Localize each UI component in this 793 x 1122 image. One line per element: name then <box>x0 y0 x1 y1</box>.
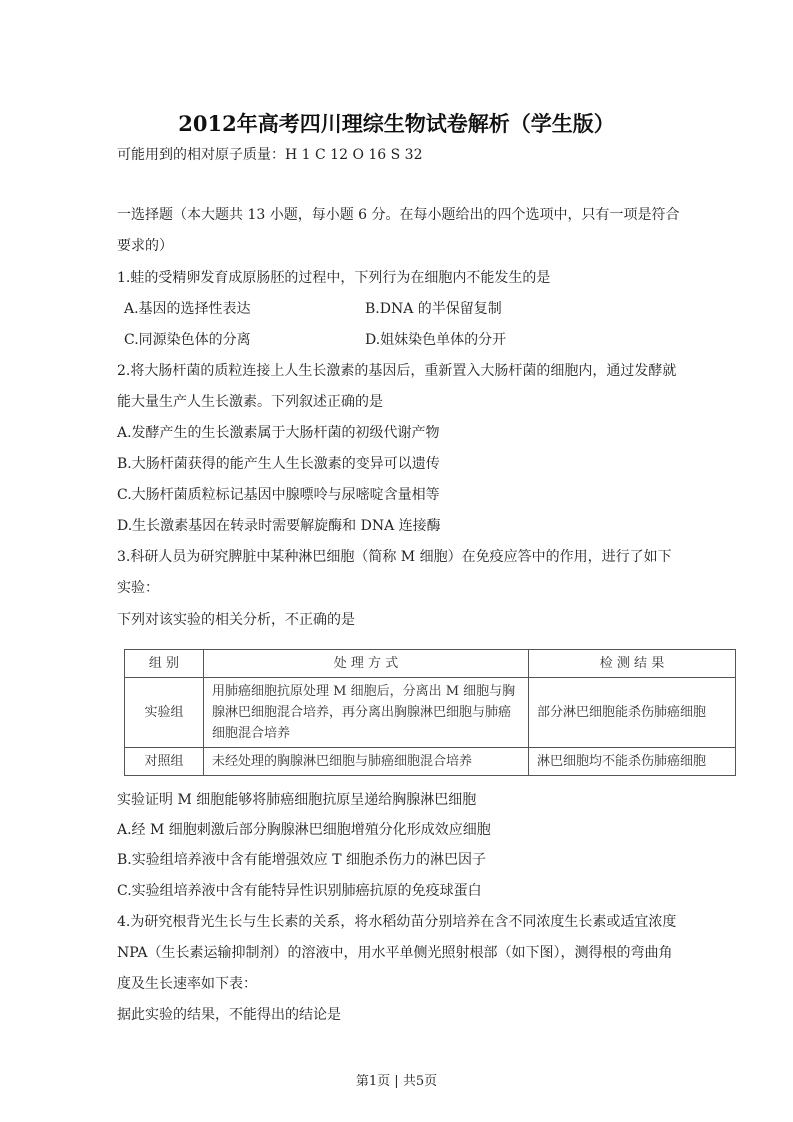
section-heading-cont: 要求的） <box>117 238 173 254</box>
q3-option-c: C.实验组培养液中含有能特异性识别肺癌抗原的免疫球蛋白 <box>117 883 482 899</box>
q2-option-c: C.大肠杆菌质粒标记基因中腺嘌呤与尿嘧啶含量相等 <box>117 487 440 503</box>
q3-option-a: A.经 M 细胞刺激后部分胸腺淋巴细胞增殖分化形成效应细胞 <box>117 822 491 838</box>
table-row <box>125 748 736 776</box>
header-group: 组 别 <box>125 650 204 678</box>
q4-stem-cont: NPA（生长素运输抑制剂）的溶液中，用水平单侧光照射根部（如下图），测得根的弯曲角 <box>117 945 673 961</box>
table-cell: 淋巴细胞均不能杀伤肺癌细胞 <box>529 748 736 776</box>
table-header-row <box>125 650 736 678</box>
q4-stem: 4.为研究根背光生长与生长素的关系，将水稻幼苗分别培养在含不同浓度生长素或适宜浓度 <box>117 914 677 930</box>
q1-option-a: A.基因的选择性表达 <box>124 301 251 317</box>
experiment-table <box>124 649 736 776</box>
section-heading: 一选择题（本大题共 13 小题，每小题 6 分。在每小题给出的四个选项中，只有一项是符合 <box>117 207 680 223</box>
table-cell: 用肺癌细胞抗原处理 M 细胞后，分离出 M 细胞与胸腺淋巴细胞混合培养，再分离出胸腺淋巴细胞与肺癌细胞混合培养 <box>204 678 529 748</box>
q3-line: 实验证明 M 细胞能够将肺癌细胞抗原呈递给胸腺淋巴细胞 <box>117 792 477 808</box>
q3-question: 下列对该实验的相关分析，不正确的是 <box>117 612 355 628</box>
q2-stem-cont: 能大量生产人生长激素。下列叙述正确的是 <box>117 394 383 410</box>
q3-option-b: B.实验组培养液中含有能增强效应 T 细胞杀伤力的淋巴因子 <box>117 852 486 868</box>
page-title: 2012年高考四川理综生物试卷解析（学生版） <box>178 111 615 136</box>
q1-stem: 1.蛙的受精卵发育成原肠胚的过程中，下列行为在细胞内不能发生的是 <box>117 270 551 286</box>
table-cell: 部分淋巴细胞能杀伤肺癌细胞 <box>529 678 736 748</box>
q1-option-b: B.DNA 的半保留复制 <box>365 301 502 317</box>
q4-question: 据此实验的结果，不能得出的结论是 <box>117 1007 341 1023</box>
table-cell: 对照组 <box>125 748 204 776</box>
table-cell: 未经处理的胸腺淋巴细胞与肺癌细胞混合培养 <box>204 748 529 776</box>
header-treatment: 处 理 方 式 <box>204 650 529 678</box>
q3-stem-cont: 实验： <box>117 580 159 596</box>
page-footer: 第1页 | 共5页 <box>355 1074 438 1089</box>
q1-option-c: C.同源染色体的分离 <box>124 332 251 348</box>
q1-option-d: D.姐妹染色单体的分开 <box>365 332 507 348</box>
q2-option-d: D.生长激素基因在转录时需要解旋酶和 DNA 连接酶 <box>117 518 441 534</box>
table-cell: 实验组 <box>125 678 204 748</box>
q4-stem-cont2: 度及生长速率如下表： <box>117 976 257 992</box>
atomic-mass-line: 可能用到的相对原子质量：H 1 C 12 O 16 S 32 <box>117 147 423 163</box>
q2-option-a: A.发酵产生的生长激素属于大肠杆菌的初级代谢产物 <box>117 425 440 441</box>
q2-stem: 2.将大肠杆菌的质粒连接上人生长激素的基因后，重新置入大肠杆菌的细胞内，通过发酵就 <box>117 363 677 379</box>
q3-stem: 3.科研人员为研究脾脏中某种淋巴细胞（简称 M 细胞）在免疫应答中的作用，进行了如下 <box>117 549 672 565</box>
q2-option-b: B.大肠杆菌获得的能产生人生长激素的变异可以遗传 <box>117 456 440 472</box>
header-result: 检 测 结 果 <box>529 650 736 678</box>
table-row <box>125 678 736 748</box>
